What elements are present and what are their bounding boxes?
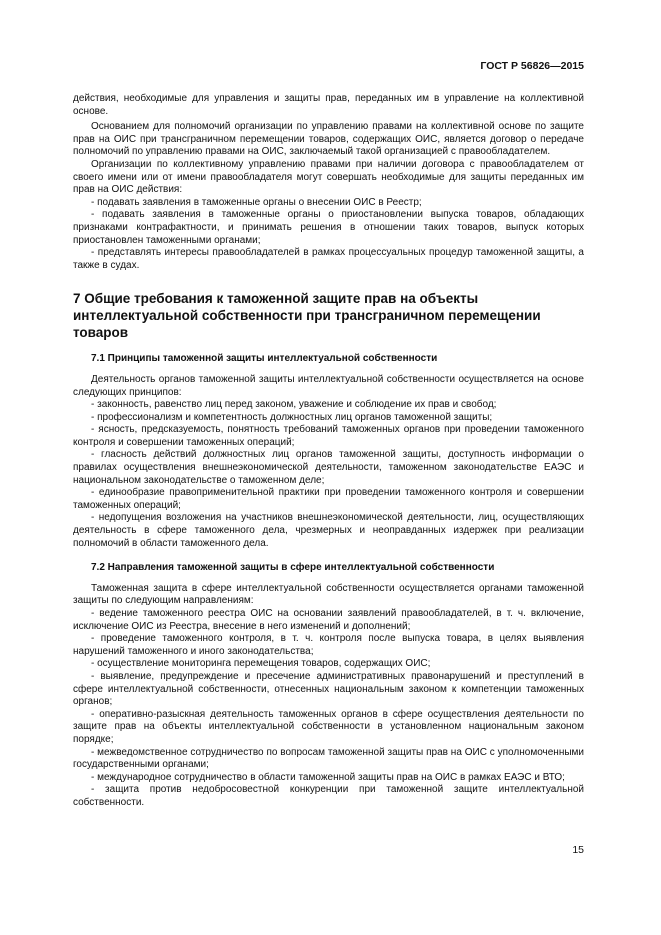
section-7-heading: 7 Общие требования к таможенной защите прав на объекты интеллектуальной собственности при трансграничном перемещении товаров	[73, 291, 541, 341]
list-item: - профессионализм и компетентность должностных лиц органов таможенной защиты;	[91, 411, 493, 423]
list-item: - недопущения возложения на участников внешнеэкономической деятельности, лиц, осуществляющих деятельность в сфере таможенного дела, чрезмерных и неоправданных издержек при реализации полномочий в области таможенного дела.	[73, 512, 584, 549]
paragraph: действия, необходимые для управления и защиты прав, переданных им в управление на коллективной основе.	[73, 93, 584, 117]
paragraph: Организации по коллективному управлению правами при наличии договора с правообладателем от своего имени или от имени правообладателя могут совершать необходимые для защиты переданных им прав на ОИС действия:	[73, 158, 584, 196]
list-item: - представлять интересы правообладателей в рамках процессуальных процедур таможенной защиты, а также в судах.	[73, 247, 584, 271]
list-item: - законность, равенство лиц перед законом, уважение и соблюдение их прав и свобод;	[91, 399, 497, 411]
list-item: - проведение таможенного контроля, в т. ч. контроля после выпуска товара, в целях выявления нарушений таможенного и иного законодательства;	[73, 633, 584, 657]
list-item: - подавать заявления в таможенные органы о внесении ОИС в Реестр;	[91, 196, 422, 208]
paragraph: Деятельность органов таможенной защиты интеллектуальной собственности осуществляется на основе следующих принципов:	[73, 373, 584, 398]
list-item: - выявление, предупреждение и пресечение административных правонарушений и преступлений в сфере интеллектуальной собственности, отнесенных национальным законом к компетенции таможенных органов;	[73, 670, 584, 708]
paragraph: Основанием для полномочий организации по управлению правами на коллективной основе по защите прав на ОИС при трансграничном перемещении товаров, содержащих ОИС, является договор о передаче полномочий по управлению правами на ОИС, заключаемый такой организацией с правообладателем.	[73, 121, 584, 158]
list-item: - осуществление мониторинга перемещения товаров, содержащих ОИС;	[91, 658, 431, 670]
page-number: 15	[572, 844, 584, 856]
list-item: - гласность действий должностных лиц органов таможенной защиты, доступность информации о правилах осуществления внешнеэкономической деятельности, таможенном законодательстве ЕАЭС и национальном законодательстве о таможенном деле;	[73, 449, 584, 486]
list-item: - единообразие правоприменительной практики при проведении таможенного контроля и совершении таможенных операций;	[73, 487, 584, 511]
standard-number: ГОСТ Р 56826—2015	[480, 60, 584, 72]
section-7-1-heading: 7.1 Принципы таможенной защиты интеллектуальной собственности	[91, 353, 438, 365]
list-item: - ясность, предсказуемость, понятность требований таможенных органов при проведении таможенного контроля и совершении таможенных операций;	[73, 424, 584, 448]
list-item: - защита против недобросовестной конкуренции при таможенной защите интеллектуальной собственности.	[73, 784, 584, 808]
section-7-2-heading: 7.2 Направления таможенной защиты в сфере интеллектуальной собственности	[91, 562, 495, 574]
list-item: - подавать заявления в таможенные органы о приостановлении выпуска товаров, обладающих признаками контрафактности, и принимать решения в отношении таких товаров, выпуск которых приостановлен таможенными органами;	[73, 209, 584, 246]
page-content	[73, 93, 584, 810]
paragraph: Таможенная защита в сфере интеллектуальной собственности осуществляется органами таможенной защиты по следующим направлениям:	[73, 582, 584, 607]
list-item: - международное сотрудничество в области таможенной защиты прав на ОИС в рамках ЕАЭС и ВТО;	[91, 771, 565, 783]
list-item: - межведомственное сотрудничество по вопросам таможенной защиты прав на ОИС с уполномоченными государственными органами;	[73, 746, 584, 771]
list-item: - ведение таможенного реестра ОИС на основании заявлений правообладателей, в т. ч. включение, исключение ОИС из Реестра, внесение в него изменений и дополнений;	[73, 608, 584, 632]
list-item: - оперативно-разыскная деятельность таможенных органов в сфере осуществления деятельности по защите прав на объекты интеллектуальной собственности в установленном национальным законом порядке;	[73, 708, 584, 745]
